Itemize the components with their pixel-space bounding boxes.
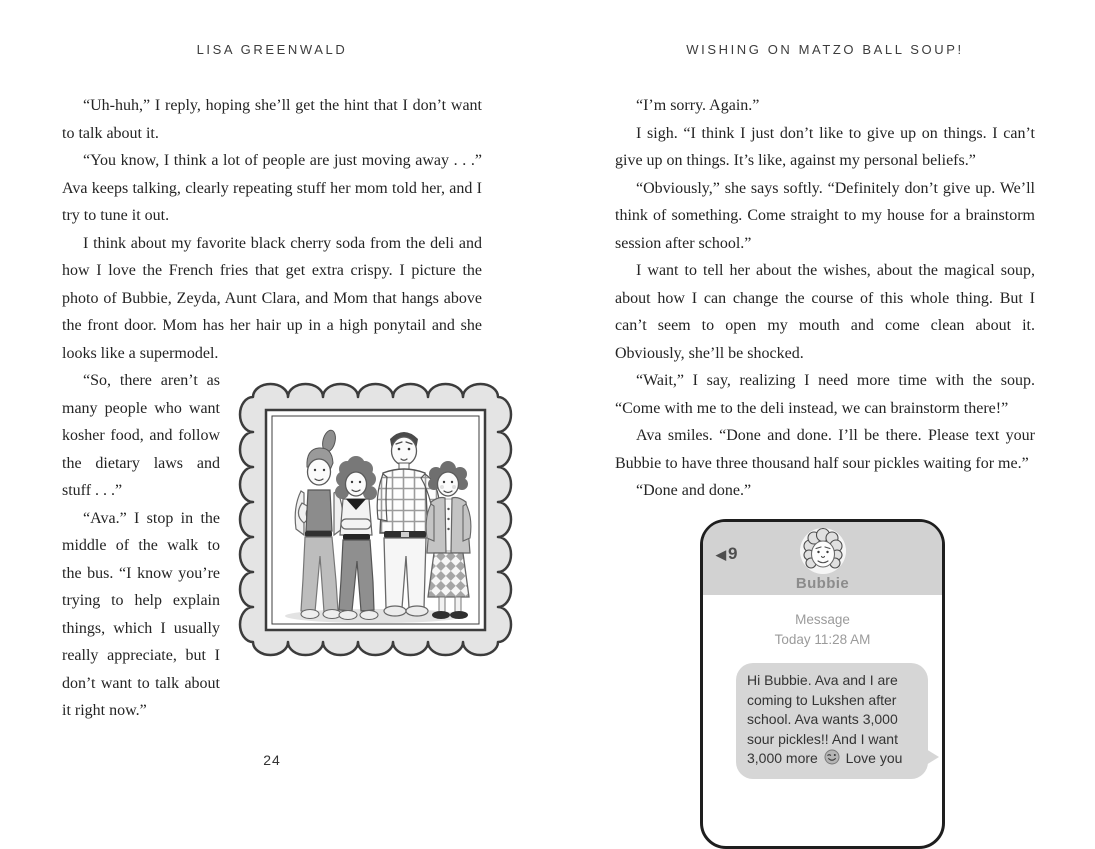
outgoing-message-bubble	[736, 663, 928, 779]
phone-message-body	[703, 610, 942, 779]
paragraph: Ava smiles. “Done and done. I’ll be there. Please text your Bubbie to have three thousand half sour pickles waiting for me.”	[615, 427, 1035, 472]
paragraph: I think about my favorite black cherry soda from the deli and how I love the French fries that get extra crispy. I picture the photo of Bubbie, Zeyda, Aunt Clara, and Mom that hangs above the front door. Mom has her hair up in a high ponytail and she looks like a supermodel.	[62, 234, 482, 362]
paragraph: I sigh. “I think I just don’t like to give up on things. I can’t give up on things. It’s like, against my personal beliefs.”	[615, 124, 1035, 169]
back-button	[716, 544, 737, 564]
message-timestamp: Today 11:28 AM	[774, 632, 871, 647]
phone-message-header	[703, 522, 942, 595]
text-and-photo-row	[62, 367, 522, 725]
message-text: Hi Bubbie. Ava and I are coming to Lukshen after school. Ava wants 3,000 sour pickles!! And I want 3,000 more	[747, 672, 898, 766]
left-body-text	[62, 92, 482, 725]
paragraph: “Done and done.”	[636, 482, 752, 499]
paragraph: “Uh-huh,” I reply, hoping she’ll get the hint that I don’t want to talk about it.	[62, 97, 482, 142]
bubbie-figure	[426, 461, 471, 619]
paragraph: “Ava.” I stop in the middle of the walk to the bus. “I know you’re trying to help explain things, which I usually really appreciate, but I don’t want to talk about it right now.”	[62, 509, 220, 719]
book-page-left	[62, 0, 482, 800]
paragraph: “Wait,” I say, realizing I need more time with the soup. “Come with me to the deli instead, we can brainstorm there!”	[615, 372, 1035, 417]
thread-label: Message	[795, 612, 850, 627]
paragraph: “So, there aren’t as many people who want kosher food, and follow the dietary laws and stuff . . .”	[62, 372, 220, 499]
paragraph: I want to tell her about the wishes, about the magical soup, about how I can change the course of this whole thing. But I can’t seem to open my mouth and come clean about it. Obviously, she’ll be shocked.	[615, 262, 1035, 362]
unread-count: 9	[728, 544, 738, 563]
message-text: Love you	[845, 750, 903, 766]
right-body-text	[615, 92, 1035, 505]
contact-name: Bubbie	[795, 575, 850, 592]
family-photo-illustration	[233, 373, 518, 672]
running-head-title: WISHING ON MATZO BALL SOUP!	[686, 42, 964, 57]
back-chevron-icon: ◀	[716, 546, 726, 562]
paragraph: “I’m sorry. Again.”	[636, 97, 760, 114]
wrapped-text-column	[62, 367, 220, 725]
book-page-right	[615, 0, 1035, 800]
paragraph: “You know, I think a lot of people are just moving away . . .” Ava keeps talking, clearly repeating stuff her mom told her, and I try to tune it out.	[62, 152, 482, 224]
running-head-author: LISA GREENWALD	[196, 42, 348, 57]
paragraph: “Obviously,” she says softly. “Definitely don’t give up. We’ll think of something. Come straight to my house for a brainstorm session after school.”	[615, 179, 1035, 252]
winking-face-emoji	[824, 749, 840, 771]
contact-avatar	[800, 528, 846, 574]
page-number: 24	[263, 752, 281, 768]
